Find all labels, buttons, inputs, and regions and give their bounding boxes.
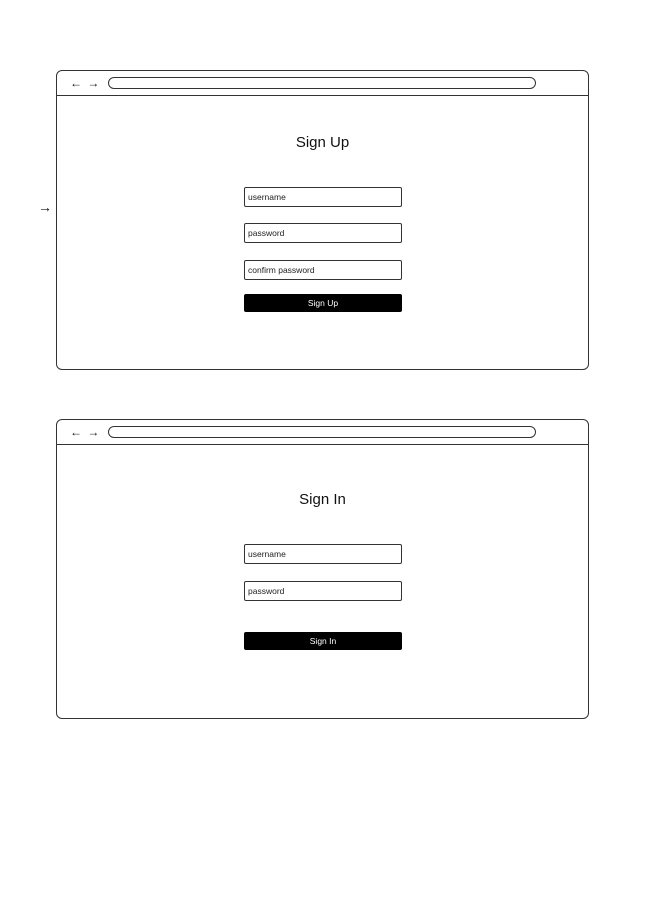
sign-in-button[interactable]: Sign In — [244, 632, 402, 650]
page-title: Sign Up — [295, 134, 350, 151]
password-input[interactable]: password — [244, 581, 402, 601]
back-arrow-icon[interactable]: ← — [70, 76, 83, 90]
username-input[interactable]: username — [244, 544, 402, 564]
page-title: Sign In — [299, 491, 346, 508]
flow-arrow-icon: → — [38, 199, 52, 215]
password-input[interactable]: password — [244, 223, 402, 243]
signin-browser-window — [56, 419, 589, 719]
nav-arrows — [70, 426, 100, 438]
browser-toolbar — [57, 71, 588, 96]
username-input[interactable]: username — [244, 187, 402, 207]
signup-browser-window — [56, 70, 589, 370]
address-bar[interactable] — [108, 426, 536, 438]
nav-arrows — [70, 77, 100, 89]
sign-up-button[interactable]: Sign Up — [244, 294, 402, 312]
forward-arrow-icon[interactable]: → — [87, 76, 101, 90]
forward-arrow-icon[interactable]: → — [87, 425, 101, 439]
browser-toolbar — [57, 420, 588, 445]
back-arrow-icon[interactable]: ← — [70, 425, 83, 439]
address-bar[interactable] — [108, 77, 536, 89]
confirm-password-input[interactable]: confirm password — [244, 260, 402, 280]
